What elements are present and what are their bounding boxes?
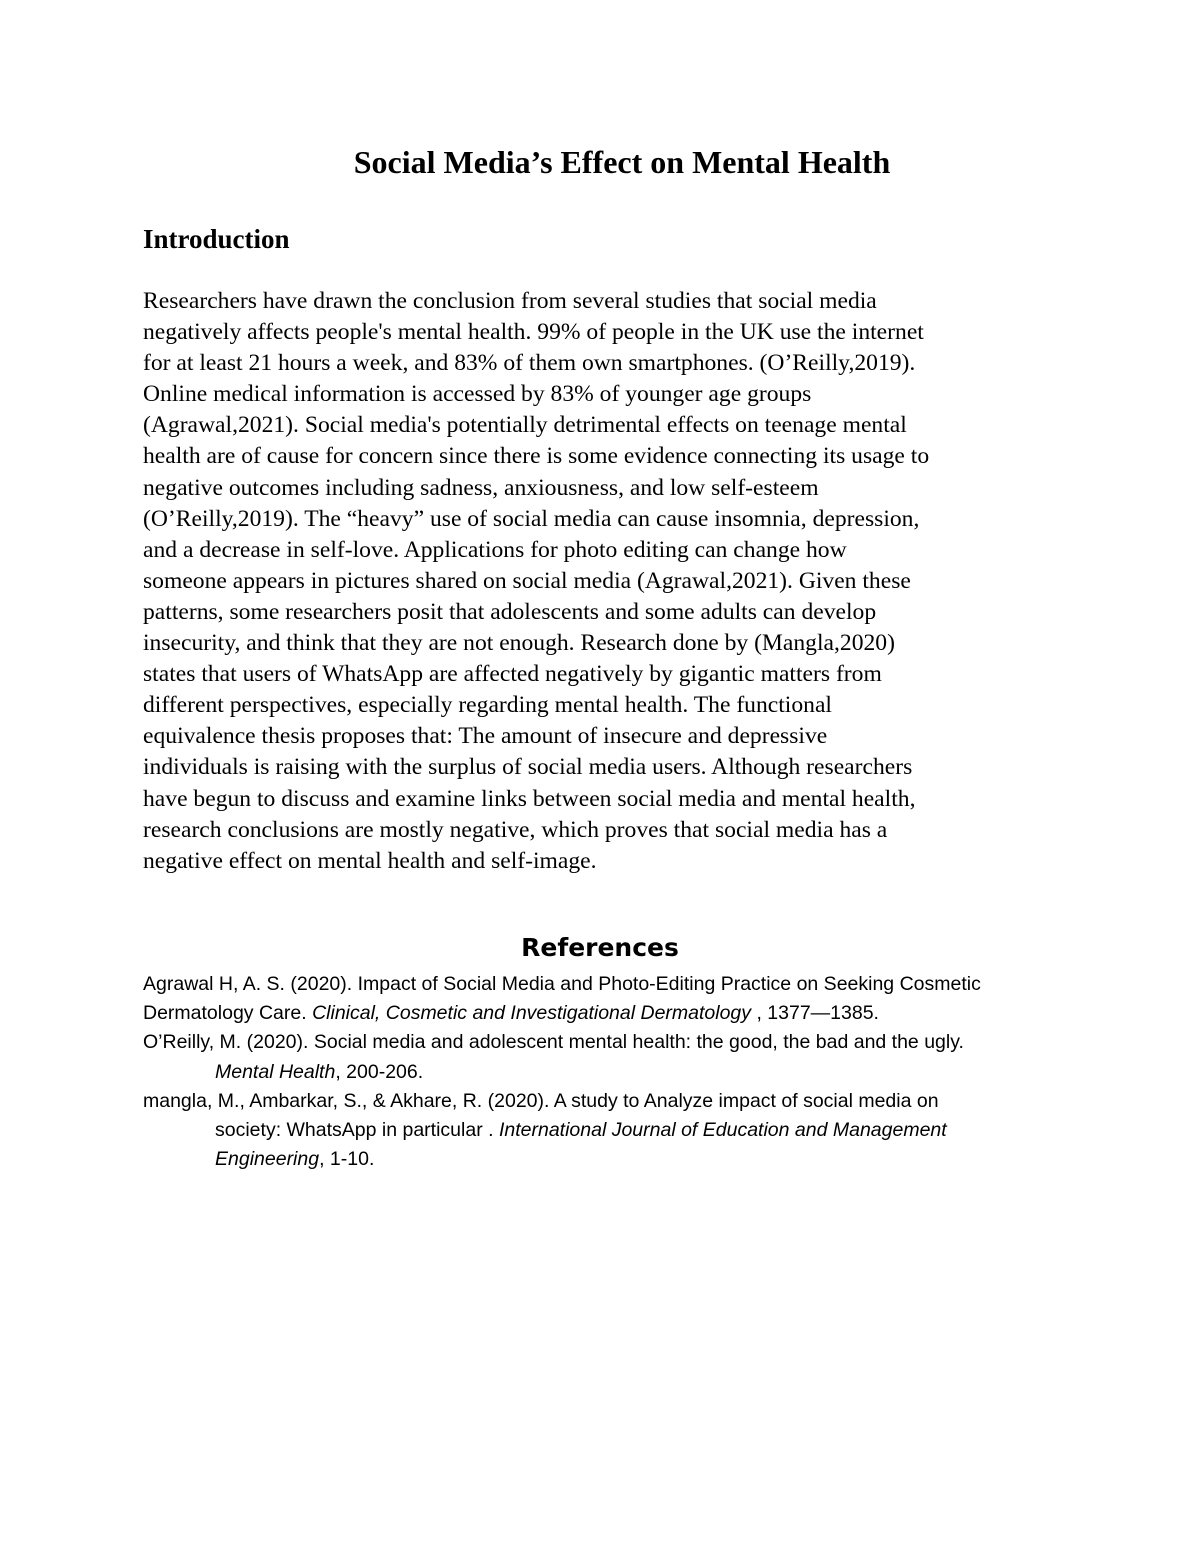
paragraph-line: different perspectives, especially regarding mental health. The functional <box>143 692 832 719</box>
paragraph-line: equivalence thesis proposes that: The amount of insecure and depressive <box>143 723 828 750</box>
paragraph-line: states that users of WhatsApp are affected negatively by gigantic matters from <box>143 661 882 688</box>
reference-text: Dermatology Care. <box>143 1002 313 1025</box>
reference-journal: International Journal of Education and Management <box>498 1119 947 1142</box>
reference-entry <box>143 1028 1073 1086</box>
reference-text: society: WhatsApp in particular . <box>215 1119 499 1142</box>
section-heading-introduction: Introduction <box>143 224 290 254</box>
references-heading: References <box>521 933 679 962</box>
paragraph-line: negative effect on mental health and self-image. <box>143 847 597 874</box>
reference-line: mangla, M., Ambarkar, S., & Akhare, R. (2020). A study to Analyze impact of social media on <box>143 1089 939 1112</box>
paragraph-line: have begun to discuss and examine links between social media and mental health, <box>143 785 916 812</box>
reference-journal: Engineering <box>215 1148 320 1171</box>
reference-journal: Clinical, Cosmetic and Investigational Dermatology <box>312 1002 752 1025</box>
paragraph-line: individuals is raising with the surplus of social media users. Although researchers <box>143 754 913 781</box>
reference-journal: Mental Health <box>215 1060 336 1083</box>
page-title: Social Media’s Effect on Mental Health <box>353 144 891 180</box>
paragraph-line: patterns, some researchers posit that adolescents and some adults can develop <box>143 598 877 625</box>
reference-line <box>143 999 1073 1028</box>
paragraph-line: negatively affects people's mental health. 99% of people in the UK use the internet <box>143 319 924 346</box>
paragraph-line: someone appears in pictures shared on social media (Agrawal,2021). Given these <box>143 567 911 594</box>
paragraph-line: Online medical information is accessed by 83% of younger age groups <box>143 381 812 408</box>
paragraph-line: and a decrease in self-love. Applications for photo editing can change how <box>143 536 847 563</box>
reference-line: O’Reilly, M. (2020). Social media and adolescent mental health: the good, the bad and the ugly. <box>143 1031 964 1054</box>
reference-pages: , 200-206. <box>335 1060 424 1083</box>
reference-pages: , 1377—1385. <box>751 1002 879 1025</box>
reference-line: Agrawal H, A. S. (2020). Impact of Social Media and Photo-Editing Practice on Seeking Cosmetic <box>143 973 981 995</box>
paragraph-line: negative outcomes including sadness, anxiousness, and low self-esteem <box>143 474 819 501</box>
reference-entry <box>143 1087 1073 1175</box>
paragraph-line: insecurity, and think that they are not enough. Research done by (Mangla,2020) <box>143 630 895 657</box>
references-list <box>143 970 1073 1174</box>
paragraph-line: research conclusions are mostly negative, which proves that social media has a <box>143 816 888 843</box>
reference-entry <box>143 970 1073 1028</box>
reference-line <box>143 1145 1073 1174</box>
paragraph-line: (Agrawal,2021). Social media's potentially detrimental effects on teenage mental <box>143 412 907 439</box>
paragraph-line: (O’Reilly,2019). The “heavy” use of social media can cause insomnia, depression, <box>143 505 920 532</box>
paragraph-line: Researchers have drawn the conclusion from several studies that social media <box>143 288 877 314</box>
reference-pages: , 1-10. <box>319 1148 375 1171</box>
paragraph-line: for at least 21 hours a week, and 83% of them own smartphones. (O’Reilly,2019). <box>143 350 916 377</box>
reference-line <box>143 1116 1073 1145</box>
introduction-paragraph <box>143 286 1068 877</box>
reference-line <box>143 1058 1073 1087</box>
paragraph-line: health are of cause for concern since there is some evidence connecting its usage to <box>143 443 930 470</box>
